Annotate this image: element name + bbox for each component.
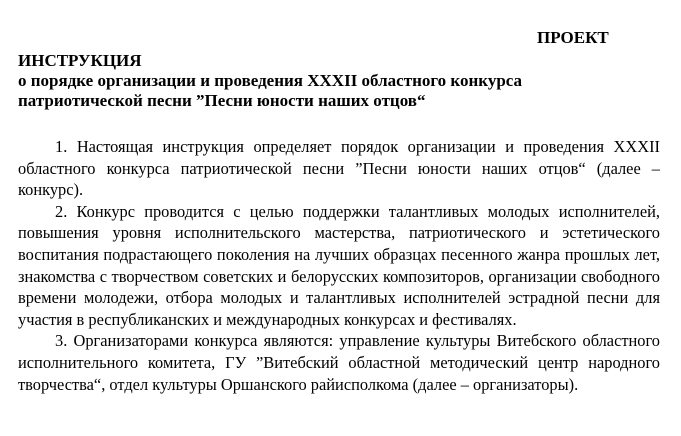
document-title	[18, 51, 668, 111]
document-body	[18, 136, 660, 395]
title-line-3: патриотической песни ”Песни юности наших отцов“	[18, 91, 426, 110]
paragraph-1: 1. Настоящая инструкция определяет порядок организации и проведения XXXII областного конкурса патриотической песни ”Песни юности наших отцов“ (далее – конкурс).	[18, 137, 660, 200]
paragraph-3: 3. Организаторами конкурса являются: управление культуры Витебского областного исполнительного комитета, ГУ ”Витебский областной методический центр народного творчества“, отдел культуры Оршанского райисполкома (далее – организаторы).	[18, 331, 660, 394]
title-line-1: ИНСТРУКЦИЯ	[18, 51, 142, 70]
title-line-2: о порядке организации и проведения XXXII областного конкурса	[18, 71, 523, 90]
draft-stamp: ПРОЕКТ	[537, 28, 609, 47]
paragraph-2: 2. Конкурс проводится с целью поддержки талантливых молодых исполнителей, повышения уровня исполнительского мастерства, патриотического и эстетического воспитания подрастающего поколения на лучших образцах песенного жанра прошлых лет, знакомства с творчеством советских и белорусских композиторов, организации свободного времени молодежи, отбора молодых и талантливых исполнителей эстрадной песни для участия в республиканских и международных конкурсах и фестивалях.	[18, 201, 660, 329]
